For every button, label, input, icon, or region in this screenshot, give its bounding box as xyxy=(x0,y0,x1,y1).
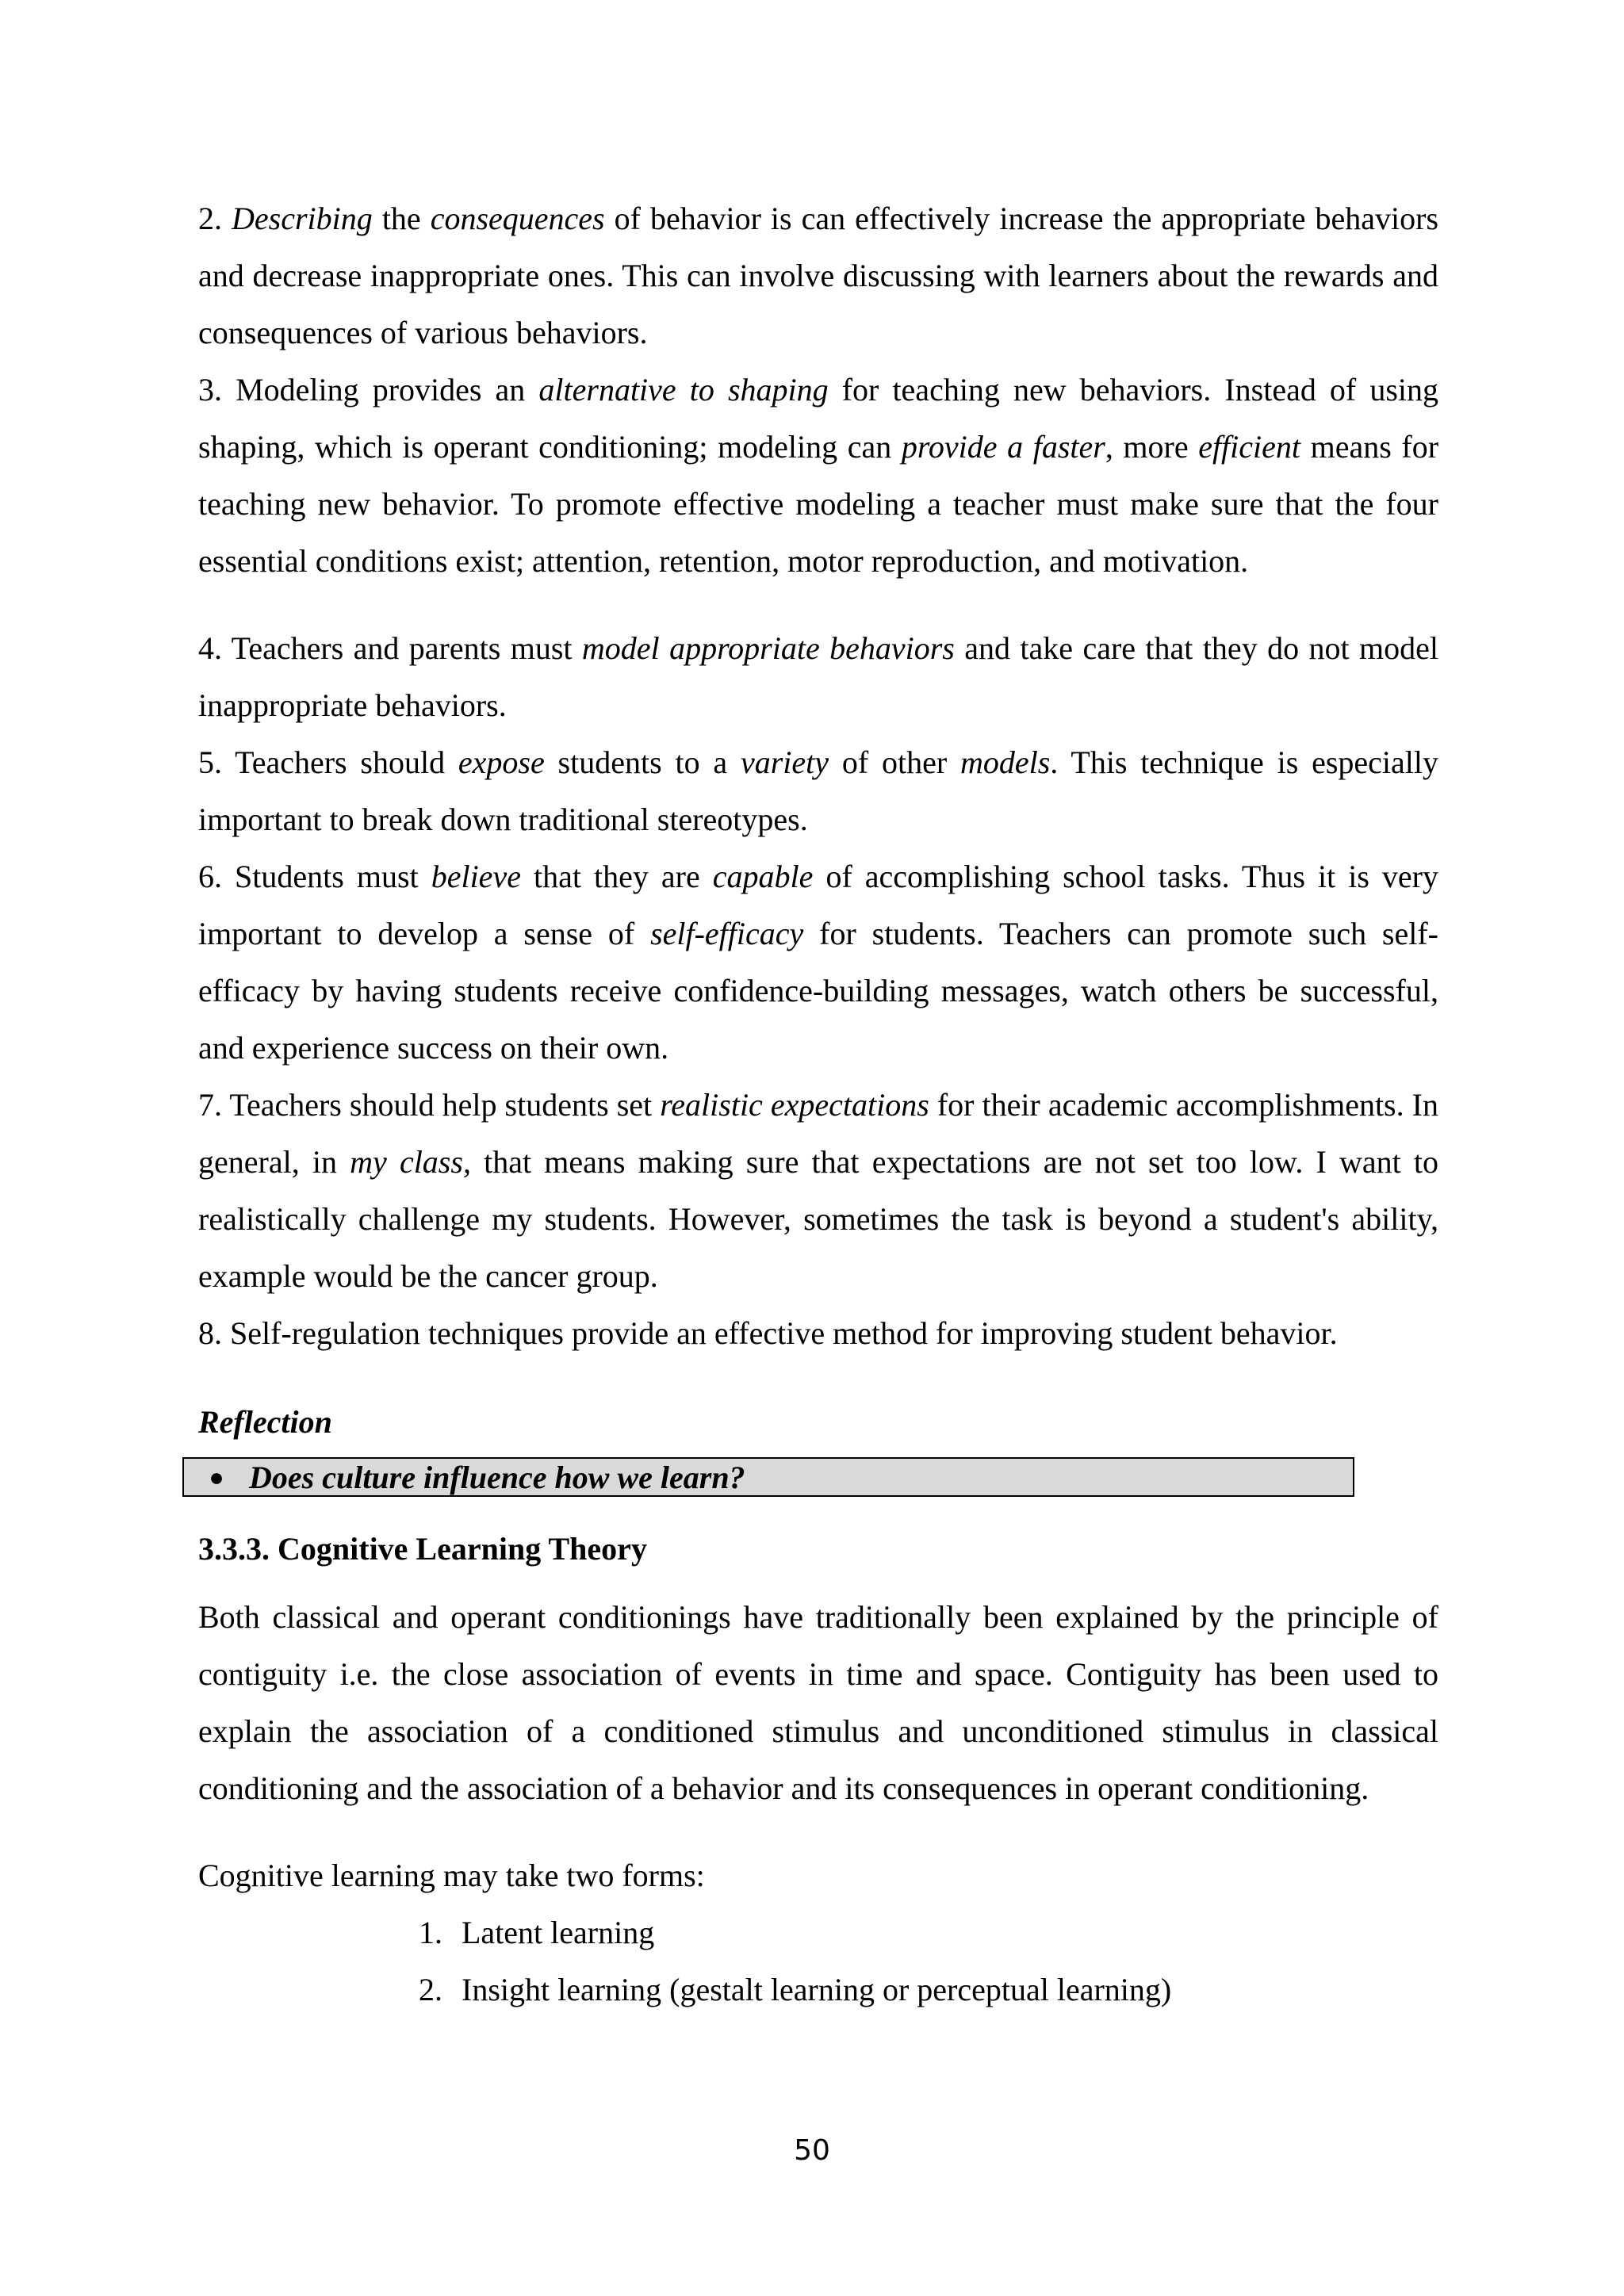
reflection-question: Does culture influence how we learn? xyxy=(249,1459,745,1495)
forms-intro: Cognitive learning may take two forms: xyxy=(198,1858,705,1893)
forms-list xyxy=(198,1904,1438,2019)
page-number: 50 xyxy=(794,2134,830,2167)
bullet-icon: ● xyxy=(209,1462,224,1491)
section-block xyxy=(198,1521,1438,2019)
section-body: Both classical and operant conditionings have traditionally been explained by the principle of contiguity i.e. the close association of events in time and space. Contiguity has been used to explain the association of a conditioned stimulus and unconditioned stimulus in classical conditioning and the association of a behavior and its consequences in operant conditioning. xyxy=(198,1599,1438,1806)
list-item: 5. Teachers should expose students to a variety of other models. This technique is especially important to break down traditional stereotypes. xyxy=(198,744,1439,837)
list-item: 7. Teachers should help students set realistic expectations for their academic accomplishments. In general, in my class, that means making sure that expectations are not set too low. I want to realistically challenge my students. However, sometimes the task is beyond a student's ability, example would be the cancer group. xyxy=(198,1087,1439,1294)
list-item: 1. Latent learning xyxy=(419,1915,655,1950)
list-item: 6. Students must believe that they are capable of accomplishing school tasks. Thus it is very important to develop a sense of self-efficacy for students. Teachers can promote such self-efficacy by having students receive confidence-building messages, watch others be successful, and experience success on their own. xyxy=(198,859,1438,1066)
reflection-question-box xyxy=(182,1457,1354,1497)
list-item: 8. Self-regulation techniques provide an effective method for improving student behavior. xyxy=(198,1315,1338,1351)
list-item: 2. Describing the consequences of behavior is can effectively increase the appropriate behaviors and decrease inappropriate ones. This can involve discussing with learners about the rewards and consequences of various behaviors. xyxy=(198,201,1439,350)
list-item: 4. Teachers and parents must model appropriate behaviors and take care that they do not model inappropriate behaviors. xyxy=(198,630,1438,723)
section-heading: 3.3.3. Cognitive Learning Theory xyxy=(198,1531,647,1567)
recommendations-block xyxy=(198,190,1438,1362)
reflection-heading-block xyxy=(198,1394,1438,1451)
list-item: 3. Modeling provides an alternative to shaping for teaching new behaviors. Instead of using shaping, which is operant conditioning; modeling can provide a faster, more efficient means for teaching new behavior. To promote effective modeling a teacher must make sure that the four essential conditions exist; attention, retention, motor reproduction, and motivation. xyxy=(198,372,1439,579)
list-item: 2. Insight learning (gestalt learning or perceptual learning) xyxy=(419,1972,1172,2007)
reflection-heading: Reflection xyxy=(198,1404,332,1440)
